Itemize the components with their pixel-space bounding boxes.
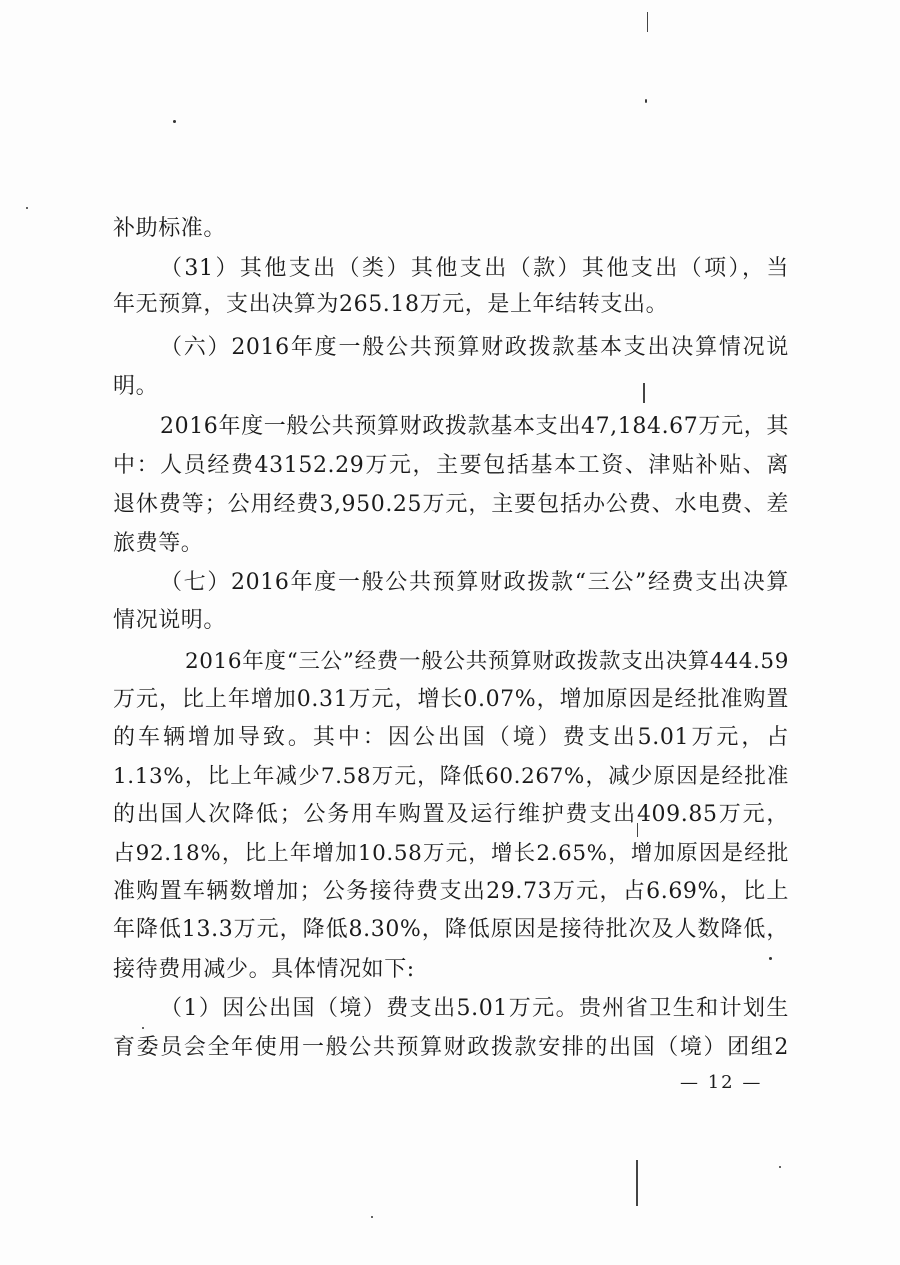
text-line: 旅费等。 [113,531,204,556]
scan-speck [371,1216,373,1218]
text-line: （六）2016年度一般公共预算财政拨款基本支出决算情况说 [160,335,789,360]
scan-speck [142,1027,144,1029]
text-line: 情况说明。 [113,608,227,633]
scan-speck [645,99,647,103]
text-line: （31）其他支出（类）其他支出（款）其他支出（项），当 [160,256,789,281]
scan-mark [636,1160,638,1206]
scan-mark [647,12,648,32]
text-line: 年降低13.3万元，降低8.30%，降低原因是接待批次及人数降低， [113,917,789,942]
scan-speck [173,120,176,123]
text-line: 1.13%，比上年减少7.58万元，降低60.267%，减少原因是经批准 [113,764,789,789]
scan-speck [26,207,28,209]
text-line: 的车辆增加导致。其中：因公出国（境）费支出5.01万元，占 [113,725,789,750]
text-line: 万元，比上年增加0.31万元，增长0.07%，增加原因是经批准购置 [113,687,789,712]
scan-speck [779,1166,781,1168]
text-line: 中：人员经费43152.29万元，主要包括基本工资、津贴补贴、离 [113,453,789,478]
text-line: 补助标准。 [113,216,227,241]
text-line: 2016年度一般公共预算财政拨款基本支出47,184.67万元，其 [160,414,789,439]
text-line: 的出国人次降低；公务用车购置及运行维护费支出409.85万元， [113,802,789,827]
text-line: （七）2016年度一般公共预算财政拨款“三公”经费支出决算 [160,570,789,595]
text-line: 2016年度“三公”经费一般公共预算财政拨款支出决算444.59 [185,649,789,674]
text-line: 退休费等；公用经费3,950.25万元，主要包括办公费、水电费、差 [113,492,789,517]
text-line: （1）因公出国（境）费支出5.01万元。贵州省卫生和计划生 [160,996,789,1021]
text-line: 育委员会全年使用一般公共预算财政拨款安排的出国（境）团组2 [113,1035,789,1060]
text-line: 明。 [113,374,159,399]
page-number: — 12 — [680,1072,763,1093]
text-line: 接待费用减少。具体情况如下: [113,957,415,982]
text-line: 年无预算，支出决算为265.18万元，是上年结转支出。 [113,292,669,317]
text-line: 占92.18%，比上年增加10.58万元，增长2.65%，增加原因是经批 [113,841,789,866]
text-line: 准购置车辆数增加；公务接待费支出29.73万元，占6.69%，比上 [113,879,789,904]
